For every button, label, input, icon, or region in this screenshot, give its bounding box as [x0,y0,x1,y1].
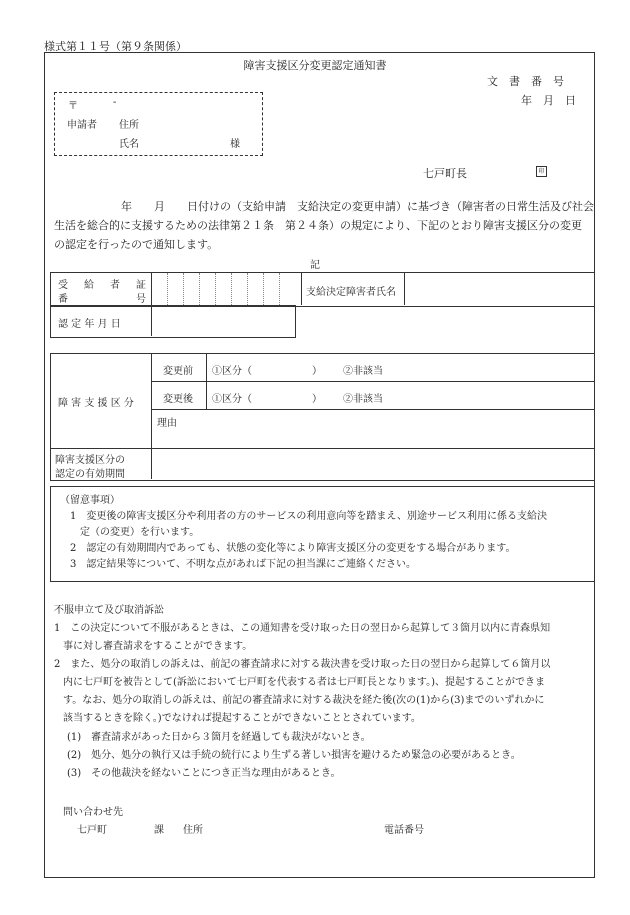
before-option-not-applicable: ②非該当 [343,366,383,377]
seal-mark: 印 [536,166,547,177]
validity-label-1: 障害支援区分の [55,455,125,466]
cert-date-label: 認 定 年 月 日 [58,319,121,330]
contact-address: 住所 [183,825,203,836]
form-number: 様式第１１号（第９条関係） [44,40,187,53]
appeal-paragraph-2-line-3: す。なお、処分の取消しの訴えは、前記の審査請求に対する裁決を経た後(次の(1)から(3)までのいずれかに [63,695,545,706]
before-option-category: ①区分（ ） [212,366,322,377]
after-option-not-applicable: ②非該当 [343,394,383,405]
appeal-paragraph-2-line-1: 2 また、処分の取消しの訴えは、前記の審査請求に対する裁決書を受け取った日の翌日から起算して６箇月以 [54,659,551,670]
appeal-paragraph-2-line-4: 該当するときを除く。)でなければ提起することができないこととされています。 [63,713,421,724]
address-label: 住所 [119,120,139,131]
support-category-label: 障 害 支 援 区 分 [58,398,134,409]
postal-dash: - [113,97,117,108]
postal-mark: 〒 [68,101,78,112]
recipient-number-label-2: 番 号 [58,294,146,305]
reason-label: 理由 [157,418,177,429]
contact-section: 課 [154,825,164,836]
recipient-name-label: 支給決定障害者氏名 [306,287,396,298]
notes-header: （留意事項） [60,495,120,506]
ki-mark: 記 [310,260,320,271]
honorific: 様 [230,139,240,150]
appeal-paragraph-2-line-2: 内に七戸町を被告として(訴訟において七戸町を代表する者は七戸町長となります。)、提起することができま [63,677,546,688]
recipient-number-label-1: 受 給 者 証 [58,280,146,291]
appeal-paragraph-1-line-2: 事に対し審査請求をすることができます。 [63,641,253,652]
validity-label-2: 認定の有効期間 [55,469,125,480]
appeal-sub-item: (3) その他裁決を経ないことにつき正当な理由があるとき。 [67,768,341,779]
intro-line-1: 年 月 日付けの（支給申請 支給決定の変更申請）に基づき（障害者の日常生活及び社会 [121,200,594,213]
intro-line-2: 生活を総合的に支援するための法律第２１条 第２４条）の規定により、下記のとおり障害支援区分の変更 [54,219,582,232]
intro-line-3: の認定を行ったので通知します。 [54,238,219,251]
note-item: 2 認定の有効期間内であっても、状態の変化等により障害支援区分の変更をする場合があります。 [70,543,516,554]
applicant-label: 申請者 [67,120,97,131]
appeal-header: 不服申立て及び取消訴訟 [54,605,164,616]
appeal-sub-item: (1) 審査請求があった日から３箇月を経過しても裁決がないとき。 [67,732,371,743]
support-category-table [50,353,595,481]
document-number-label: 文 書 番 号 [487,75,564,88]
before-change-label: 変更前 [163,366,193,377]
note-item: 1 変更後の障害支援区分や利用者の方のサービスの利用意向等を踏まえ、別途サービス利用に係る支給決 [70,511,547,522]
issue-date-label: 年 月 日 [521,94,576,107]
contact-town: 七戸町 [77,825,107,836]
name-label: 氏名 [119,139,139,150]
appeal-paragraph-1-line-1: 1 この決定について不服があるときは、この通知書を受け取った日の翌日から起算して３箇月以内に青森県知 [54,623,551,634]
contact-phone: 電話番号 [384,825,424,836]
note-item: 定（の変更）を行います。 [80,527,200,538]
after-option-category: ①区分（ ） [212,394,322,405]
issuer-name: 七戸町長 [423,167,467,180]
note-item: 3 認定結果等について、不明な点があれば下記の担当課にご連絡ください。 [70,559,416,570]
contact-header: 問い合わせ先 [63,807,123,818]
document-title: 障害支援区分変更認定通知書 [243,59,387,72]
after-change-label: 変更後 [163,394,193,405]
appeal-sub-item: (2) 処分、処分の執行又は手続の続行により生ずる著しい損害を避けるため緊急の必要があるとき。 [67,750,521,761]
